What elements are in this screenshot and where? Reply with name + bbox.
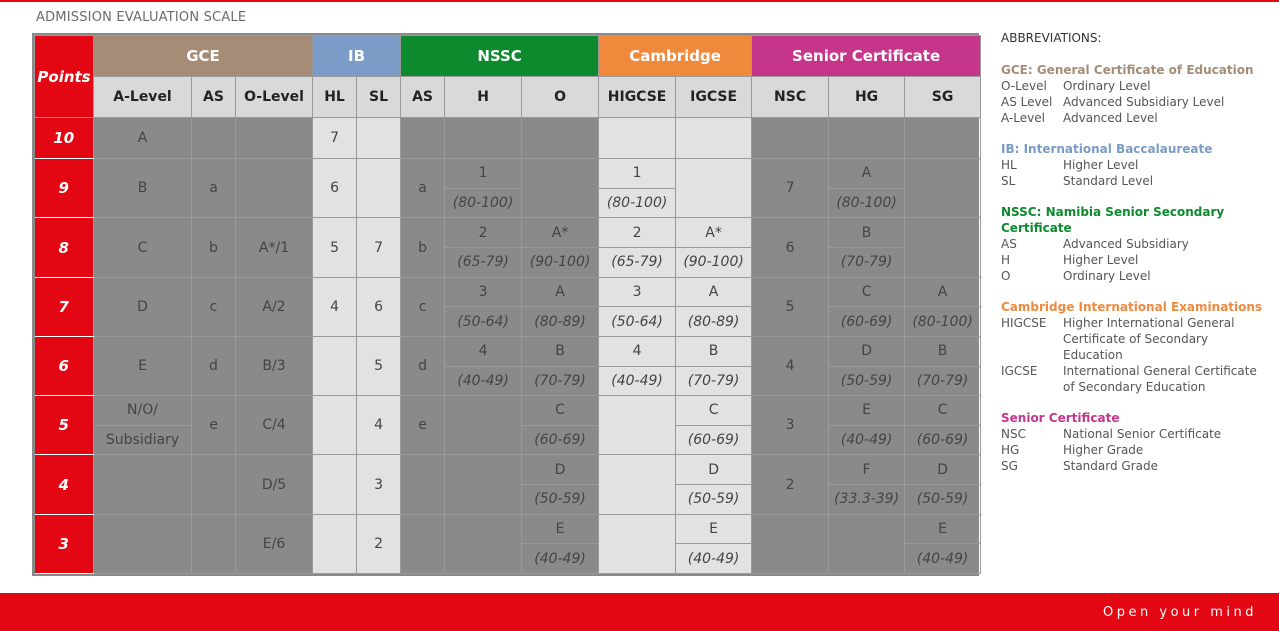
abbreviation-section-title: GCE: General Certificate of Education <box>1001 63 1254 77</box>
sg-range-cell: (60-69) <box>905 425 981 455</box>
nsc-cell: 6 <box>752 218 829 277</box>
sl-cell: 6 <box>357 277 401 336</box>
abbreviation-key: AS Level <box>1001 95 1053 109</box>
hg-range-cell: (70-79) <box>829 248 905 278</box>
nsc-cell: 4 <box>752 336 829 395</box>
sl-cell: 2 <box>357 514 401 573</box>
group-header-ib: IB <box>313 36 401 77</box>
nsc-cell: 5 <box>752 277 829 336</box>
abbreviation-section-title: NSSC: Namibia Senior Secondary Certificate <box>1001 205 1225 235</box>
as-cell: d <box>192 336 236 395</box>
as-cell: b <box>192 218 236 277</box>
h-cell: 1 <box>445 159 522 189</box>
a-level-cell: C <box>94 218 192 277</box>
hl-cell <box>313 514 357 573</box>
h-cell: 2 <box>445 218 522 248</box>
higcse-cell: 4 <box>599 336 676 366</box>
abbreviation-section-title: Cambridge International Examinations <box>1001 300 1263 314</box>
abbreviation-key: O-Level <box>1001 79 1047 93</box>
higcse-cell: 2 <box>599 218 676 248</box>
abbreviations-heading: ABBREVIATIONS: <box>1001 31 1102 45</box>
higcse-cell <box>599 118 676 159</box>
sg-cell <box>905 218 981 277</box>
table-row <box>35 118 981 159</box>
subheader-as: AS <box>401 77 445 118</box>
igcse-range-cell: (80-89) <box>676 307 752 337</box>
hg-range-cell: (40-49) <box>829 425 905 455</box>
a-level-cell: E <box>94 336 192 395</box>
sl-cell <box>357 159 401 218</box>
abbreviation-key: HL <box>1001 158 1017 172</box>
abbreviation-section <box>1001 141 1271 189</box>
higcse-range-cell: (40-49) <box>599 366 676 396</box>
nssc-as-cell: d <box>401 336 445 395</box>
h-cell: 3 <box>445 277 522 307</box>
o-cell <box>522 118 599 159</box>
abbreviation-meaning: Higher Grade <box>1063 443 1144 457</box>
subheader-hg: HG <box>829 77 905 118</box>
hg-range-cell: (33.3-39) <box>829 485 905 515</box>
sl-cell <box>357 118 401 159</box>
a-level-cell: D <box>94 277 192 336</box>
abbreviation-section-title: IB: International Baccalaureate <box>1001 142 1213 156</box>
evaluation-table <box>34 35 981 574</box>
sg-range-cell: (50-59) <box>905 485 981 515</box>
h-cell <box>445 396 522 455</box>
a-level-cell: B <box>94 159 192 218</box>
a-level-cell <box>94 514 192 573</box>
points-cell: 4 <box>35 455 94 514</box>
abbreviation-item <box>1001 157 1271 173</box>
sg-range-cell: (80-100) <box>905 307 981 337</box>
abbreviation-item <box>1001 236 1271 252</box>
points-header: Points <box>35 36 94 118</box>
abbreviation-key: H <box>1001 253 1011 267</box>
a-level-cell: A <box>94 118 192 159</box>
o-level-cell: A*/1 <box>236 218 313 277</box>
sg-range-cell: (70-79) <box>905 366 981 396</box>
abbreviation-item <box>1001 173 1271 189</box>
higcse-cell <box>599 396 676 455</box>
o-level-cell: C/4 <box>236 396 313 455</box>
igcse-cell: C <box>676 396 752 426</box>
abbreviation-key: O <box>1001 269 1011 283</box>
abbreviations-sections <box>1001 62 1271 474</box>
abbreviation-meaning: Ordinary Level <box>1063 79 1151 93</box>
o-cell: C <box>522 396 599 426</box>
igcse-cell <box>676 159 752 218</box>
abbreviation-item <box>1001 252 1271 268</box>
points-cell: 8 <box>35 218 94 277</box>
subheader-as: AS <box>192 77 236 118</box>
nsc-cell: 2 <box>752 455 829 514</box>
nssc-as-cell: c <box>401 277 445 336</box>
abbreviation-meaning: Higher Level <box>1063 158 1139 172</box>
o-cell: A* <box>522 218 599 248</box>
hg-range-cell: (60-69) <box>829 307 905 337</box>
abbreviation-section <box>1001 204 1271 284</box>
abbreviation-key: AS <box>1001 237 1017 251</box>
points-cell: 10 <box>35 118 94 159</box>
nsc-cell <box>752 514 829 573</box>
abbreviation-section <box>1001 410 1271 474</box>
hl-cell: 6 <box>313 159 357 218</box>
abbreviation-key: HIGCSE <box>1001 316 1047 330</box>
sl-cell: 4 <box>357 396 401 455</box>
nssc-as-cell <box>401 118 445 159</box>
nsc-cell: 3 <box>752 396 829 455</box>
nssc-as-cell: e <box>401 396 445 455</box>
footer-bar <box>0 593 1279 631</box>
abbreviation-item <box>1001 268 1271 284</box>
as-cell <box>192 455 236 514</box>
h-cell <box>445 118 522 159</box>
h-range-cell: (50-64) <box>445 307 522 337</box>
hl-cell <box>313 455 357 514</box>
subheader-a-level: A-Level <box>94 77 192 118</box>
abbreviation-meaning: Higher Level <box>1063 253 1139 267</box>
abbreviation-key: A-Level <box>1001 111 1045 125</box>
sl-cell: 7 <box>357 218 401 277</box>
nssc-as-cell: a <box>401 159 445 218</box>
nsc-cell <box>752 118 829 159</box>
o-range-cell: (90-100) <box>522 248 599 278</box>
sg-cell: A <box>905 277 981 307</box>
igcse-cell: D <box>676 455 752 485</box>
table-row <box>35 514 981 544</box>
nssc-as-cell <box>401 455 445 514</box>
points-cell: 6 <box>35 336 94 395</box>
sg-range-cell: (40-49) <box>905 544 981 574</box>
abbreviation-key: NSC <box>1001 427 1026 441</box>
sl-cell: 5 <box>357 336 401 395</box>
higcse-cell <box>599 514 676 573</box>
higcse-cell: 3 <box>599 277 676 307</box>
h-range-cell: (40-49) <box>445 366 522 396</box>
hg-range-cell: (50-59) <box>829 366 905 396</box>
group-header-gce: GCE <box>94 36 313 77</box>
igcse-range-cell: (50-59) <box>676 485 752 515</box>
o-level-cell: B/3 <box>236 336 313 395</box>
o-cell: D <box>522 455 599 485</box>
h-range-cell: (80-100) <box>445 188 522 218</box>
hl-cell <box>313 396 357 455</box>
as-cell: a <box>192 159 236 218</box>
sl-cell: 3 <box>357 455 401 514</box>
as-cell: c <box>192 277 236 336</box>
abbreviation-item <box>1001 94 1271 110</box>
a-level-cell <box>94 455 192 514</box>
igcse-cell: B <box>676 336 752 366</box>
subheader-row <box>35 77 981 118</box>
as-cell <box>192 514 236 573</box>
higcse-range-cell: (50-64) <box>599 307 676 337</box>
o-level-cell: D/5 <box>236 455 313 514</box>
abbreviation-item <box>1001 458 1271 474</box>
group-header-senior-certificate: Senior Certificate <box>752 36 981 77</box>
hl-cell: 7 <box>313 118 357 159</box>
higcse-range-cell: (65-79) <box>599 248 676 278</box>
points-cell: 9 <box>35 159 94 218</box>
h-cell <box>445 455 522 514</box>
abbreviation-item <box>1001 315 1271 363</box>
table-row <box>35 218 981 248</box>
points-cell: 3 <box>35 514 94 573</box>
table-row <box>35 277 981 307</box>
group-header-nssc: NSSC <box>401 36 599 77</box>
o-range-cell: (40-49) <box>522 544 599 574</box>
subheader-nsc: NSC <box>752 77 829 118</box>
abbreviation-meaning: International General Certificate of Secondary Education <box>1063 364 1257 394</box>
subheader-higcse: HIGCSE <box>599 77 676 118</box>
sg-cell: C <box>905 396 981 426</box>
igcse-cell <box>676 118 752 159</box>
igcse-range-cell: (60-69) <box>676 425 752 455</box>
group-header-row <box>35 36 981 77</box>
nssc-as-cell <box>401 514 445 573</box>
hl-cell: 5 <box>313 218 357 277</box>
top-accent-line <box>0 0 1279 2</box>
hg-cell: E <box>829 396 905 426</box>
o-range-cell: (50-59) <box>522 485 599 515</box>
abbreviation-meaning: Advanced Level <box>1063 111 1158 125</box>
o-cell: E <box>522 514 599 544</box>
abbreviation-key: HG <box>1001 443 1020 457</box>
subheader-sg: SG <box>905 77 981 118</box>
a-level-cell: N/O/ <box>94 396 192 426</box>
evaluation-table-container <box>32 33 979 576</box>
hg-cell: A <box>829 159 905 189</box>
table-row <box>35 336 981 366</box>
subheader-o-level: O-Level <box>236 77 313 118</box>
hl-cell: 4 <box>313 277 357 336</box>
abbreviation-key: SG <box>1001 459 1018 473</box>
abbreviation-item <box>1001 426 1271 442</box>
abbreviation-item <box>1001 110 1271 126</box>
o-level-cell <box>236 118 313 159</box>
abbreviation-meaning: National Senior Certificate <box>1063 427 1222 441</box>
hg-range-cell: (80-100) <box>829 188 905 218</box>
o-range-cell: (70-79) <box>522 366 599 396</box>
footer-tagline: Open your mind <box>1103 605 1257 620</box>
hg-cell: F <box>829 455 905 485</box>
igcse-cell: A* <box>676 218 752 248</box>
o-cell <box>522 159 599 218</box>
abbreviation-section-title: Senior Certificate <box>1001 411 1120 425</box>
nsc-cell: 7 <box>752 159 829 218</box>
higcse-range-cell: (80-100) <box>599 188 676 218</box>
hl-cell <box>313 336 357 395</box>
abbreviation-meaning: Ordinary Level <box>1063 269 1151 283</box>
abbreviation-meaning: Standard Level <box>1063 174 1154 188</box>
abbreviation-meaning: Higher International General Certificate of Secondary Education <box>1063 316 1235 362</box>
igcse-cell: A <box>676 277 752 307</box>
igcse-range-cell: (90-100) <box>676 248 752 278</box>
subheader-sl: SL <box>357 77 401 118</box>
abbreviation-meaning: Standard Grade <box>1063 459 1158 473</box>
as-cell: e <box>192 396 236 455</box>
o-cell: B <box>522 336 599 366</box>
subheader-hl: HL <box>313 77 357 118</box>
nssc-as-cell: b <box>401 218 445 277</box>
igcse-range-cell: (70-79) <box>676 366 752 396</box>
abbreviation-meaning: Advanced Subsidiary <box>1063 237 1189 251</box>
higcse-cell <box>599 455 676 514</box>
abbreviation-meaning: Advanced Subsidiary Level <box>1063 95 1225 109</box>
sg-cell: B <box>905 336 981 366</box>
abbreviation-section <box>1001 299 1271 395</box>
igcse-range-cell: (40-49) <box>676 544 752 574</box>
subheader-h: H <box>445 77 522 118</box>
sg-cell: E <box>905 514 981 544</box>
table-row <box>35 159 981 189</box>
sg-cell <box>905 118 981 159</box>
subheader-o: O <box>522 77 599 118</box>
abbreviation-item <box>1001 363 1271 395</box>
hg-cell: D <box>829 336 905 366</box>
a-level-cell-line2: Subsidiary <box>94 425 192 455</box>
points-cell: 7 <box>35 277 94 336</box>
abbreviation-key: IGCSE <box>1001 364 1038 378</box>
o-cell: A <box>522 277 599 307</box>
o-level-cell: A/2 <box>236 277 313 336</box>
abbreviation-key: SL <box>1001 174 1016 188</box>
higcse-cell: 1 <box>599 159 676 189</box>
o-range-cell: (60-69) <box>522 425 599 455</box>
hg-cell: C <box>829 277 905 307</box>
o-range-cell: (80-89) <box>522 307 599 337</box>
abbreviation-item <box>1001 442 1271 458</box>
points-cell: 5 <box>35 396 94 455</box>
abbreviations-panel <box>1001 30 1271 489</box>
as-cell <box>192 118 236 159</box>
table-row <box>35 396 981 426</box>
o-level-cell <box>236 159 313 218</box>
hg-cell <box>829 514 905 573</box>
hg-cell: B <box>829 218 905 248</box>
igcse-cell: E <box>676 514 752 544</box>
table-row <box>35 455 981 485</box>
sg-cell <box>905 159 981 218</box>
h-range-cell: (65-79) <box>445 248 522 278</box>
h-cell: 4 <box>445 336 522 366</box>
abbreviation-section <box>1001 62 1271 126</box>
abbreviation-item <box>1001 78 1271 94</box>
h-cell <box>445 514 522 573</box>
hg-cell <box>829 118 905 159</box>
sg-cell: D <box>905 455 981 485</box>
o-level-cell: E/6 <box>236 514 313 573</box>
group-header-cambridge: Cambridge <box>599 36 752 77</box>
page-title: ADMISSION EVALUATION SCALE <box>36 10 247 25</box>
subheader-igcse: IGCSE <box>676 77 752 118</box>
